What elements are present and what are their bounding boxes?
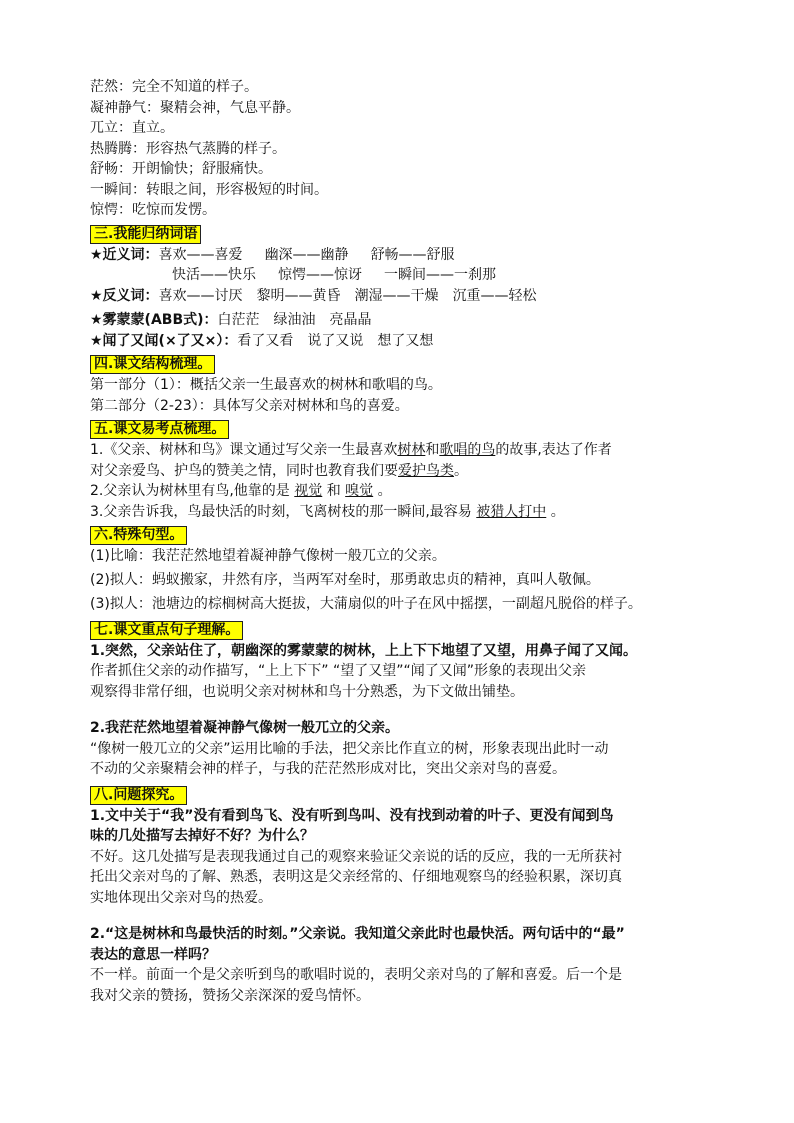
text: 和: [425, 442, 440, 458]
word: 说了又说: [307, 332, 364, 349]
word-pair: 惊愕——惊讶: [278, 267, 362, 283]
key-sentence-2: 2.我茫茫然地望着凝神静气像树一般兀立的父亲。: [90, 720, 400, 736]
key-point-1-line-2: [90, 461, 710, 482]
word-pair: 喜欢——讨厌: [158, 287, 243, 304]
answer-line: 托出父亲对鸟的了解、熟悉，表明这是父亲经常的、仔细地观察鸟的经验积累，深切真: [90, 869, 622, 885]
word-pair: 喜欢——喜爱: [158, 246, 243, 263]
word: 亮晶晶: [329, 312, 372, 328]
word: 绿油油: [273, 312, 316, 328]
text: 。: [377, 483, 392, 499]
text: 3.父亲告诉我，鸟最快活的时刻，飞离树枝的那一瞬间,最容易: [90, 503, 472, 520]
axa-row: [90, 331, 710, 352]
structure-part-2: 第二部分（2-23）：具体写父亲对树林和鸟的喜爱。: [90, 397, 409, 414]
section-title: 六.特殊句型。: [90, 526, 187, 545]
answer-blank: 歌唱的鸟: [439, 442, 496, 458]
axa-label: ★闻了又闻(×了又×）：: [90, 332, 238, 349]
word-pair: 潮湿——干燥: [354, 287, 439, 304]
answer-blank: 视觉: [294, 483, 323, 499]
word-pair: 黎明——黄昏: [256, 287, 341, 304]
analysis-line: “像树一般兀立的父亲”运用比喻的手法，把父亲比作直立的树，形象表现出此时一动: [90, 740, 609, 757]
definition-line: 舒畅：开朗愉快；舒服痛快。: [90, 161, 272, 177]
synonyms-row-1: [90, 245, 710, 266]
answer-blank: 树林: [397, 442, 426, 458]
text: 和: [326, 483, 341, 499]
word-pair: 沉重——轻松: [452, 287, 537, 304]
synonyms-row-2: [90, 265, 710, 286]
abb-row: [90, 310, 710, 331]
key-point-2: [90, 481, 710, 502]
answer-line: 不一样。前面一个是父亲听到鸟的歌唱时说的，表明父亲对鸟的了解和喜爱。后一个是: [90, 967, 622, 983]
section-title: 七.课文重点句子理解。: [90, 621, 243, 640]
word-pair: 舒畅——舒服: [370, 246, 455, 263]
sentence-type-item: (1)比喻：我茫茫然地望着凝神静气像树一般兀立的父亲。: [90, 548, 446, 564]
section-3-heading: [90, 223, 710, 245]
text: 对父亲爱鸟、护鸟的赞美之情，同时也教育我们要: [90, 462, 398, 479]
answer-line: 实地体现出父亲对鸟的热爱。: [90, 889, 272, 906]
answer-blank: 嗅觉: [345, 483, 374, 499]
definition-line: 惊愕：吃惊而发愣。: [90, 202, 216, 218]
abb-label: ★雾蒙蒙(ABB式)：: [90, 312, 218, 328]
structure-part-1: 第一部分（1）：概括父亲一生最喜欢的树林和歌唱的鸟。: [90, 377, 442, 393]
text: 的故事,表达了作者: [495, 442, 612, 458]
answer-line: 我对父亲的赞扬，赞扬父亲深深的爱鸟情怀。: [90, 987, 370, 1004]
text: 。: [550, 503, 565, 520]
word: 看了又看: [237, 332, 294, 349]
answer-blank: 被猎人打中: [476, 503, 547, 520]
analysis-line: 作者抓住父亲的动作描写，“上上下下” “望了又望”“闻了又闻”形象的表现出父亲: [90, 663, 586, 679]
sentence-type-item: (3)拟人：池塘边的棕榈树高大挺拔，大蒲扇似的叶子在风中摇摆，一副超凡脱俗的样子。: [90, 596, 642, 612]
word-definitions: [90, 77, 710, 221]
word-pair: 一瞬间——一刹那: [384, 267, 496, 283]
section-5-heading: [90, 418, 710, 440]
section-6-heading: [90, 524, 710, 546]
key-point-1-line-1: [90, 440, 710, 461]
question-2-line: 2.“这是树林和鸟最快活的时刻。”父亲说。我知道父亲此时也最快活。两句话中的“最”: [90, 926, 625, 942]
key-point-3: [90, 502, 710, 523]
sentence-type-item: (2)拟人：蚂蚁搬家，井然有序，当两军对垒时，那勇敢忠贞的精神，真叫人敬佩。: [90, 571, 600, 588]
key-sentence-1: 1.突然，父亲站住了，朝幽深的雾蒙蒙的树林，上上下下地望了又望，用鼻子闻了又闻。: [90, 642, 638, 659]
analysis-line: 不动的父亲聚精会神的样子，与我的茫茫然形成对比，突出父亲对鸟的喜爱。: [90, 761, 566, 777]
word: 想了又想: [377, 332, 434, 349]
section-8-heading: [90, 784, 710, 806]
definition-line: 热腾腾：形容热气蒸腾的样子。: [90, 140, 286, 157]
analysis-line: 观察得非常仔细，也说明父亲对树林和鸟十分熟悉，为下文做出铺垫。: [90, 683, 524, 700]
answer-blank: 爱护鸟类: [398, 462, 454, 479]
question-1-line: 1.文中关于“我”没有看到鸟飞、没有听到鸟叫、没有找到动着的叶子、更没有闻到鸟: [90, 807, 614, 824]
answer-line: 不好。这几处描写是表现我通过自己的观察来验证父亲说的话的反应，我的一无所获衬: [90, 848, 622, 865]
question-2-line: 表达的意思一样吗？: [90, 946, 216, 963]
word-pair: 快活——快乐: [172, 267, 256, 283]
question-1-line: 味的几处描写去掉好不好？为什么？: [90, 828, 314, 844]
definition-line: 茫然：完全不知道的样子。: [90, 79, 258, 95]
text: 。: [454, 462, 468, 479]
document-page: [90, 77, 710, 1006]
definition-line: 凝神静气：聚精会神，气息平静。: [90, 99, 300, 116]
antonyms-row: [90, 286, 710, 307]
text: 2.父亲认为树林里有鸟,他靠的是: [90, 483, 290, 499]
definition-line: 兀立：直立。: [90, 120, 174, 136]
antonym-label: ★反义词：: [90, 287, 159, 304]
section-7-heading: [90, 619, 710, 641]
section-title: 八.问题探究。: [90, 786, 187, 805]
section-4-heading: [90, 353, 710, 375]
section-title: 四.课文结构梳理。: [90, 355, 215, 374]
text: 1.《父亲、树林和鸟》课文通过写父亲一生最喜欢: [90, 442, 398, 458]
definition-line: 一瞬间：转眼之间，形容极短的时间。: [90, 181, 328, 198]
word: 白茫茫: [217, 312, 260, 328]
section-title: 三.我能归纳词语: [90, 225, 201, 244]
word-pair: 幽深——幽静: [264, 246, 349, 263]
section-title: 五.课文易考点梳理。: [90, 420, 229, 439]
synonym-label: ★近义词：: [90, 246, 159, 263]
